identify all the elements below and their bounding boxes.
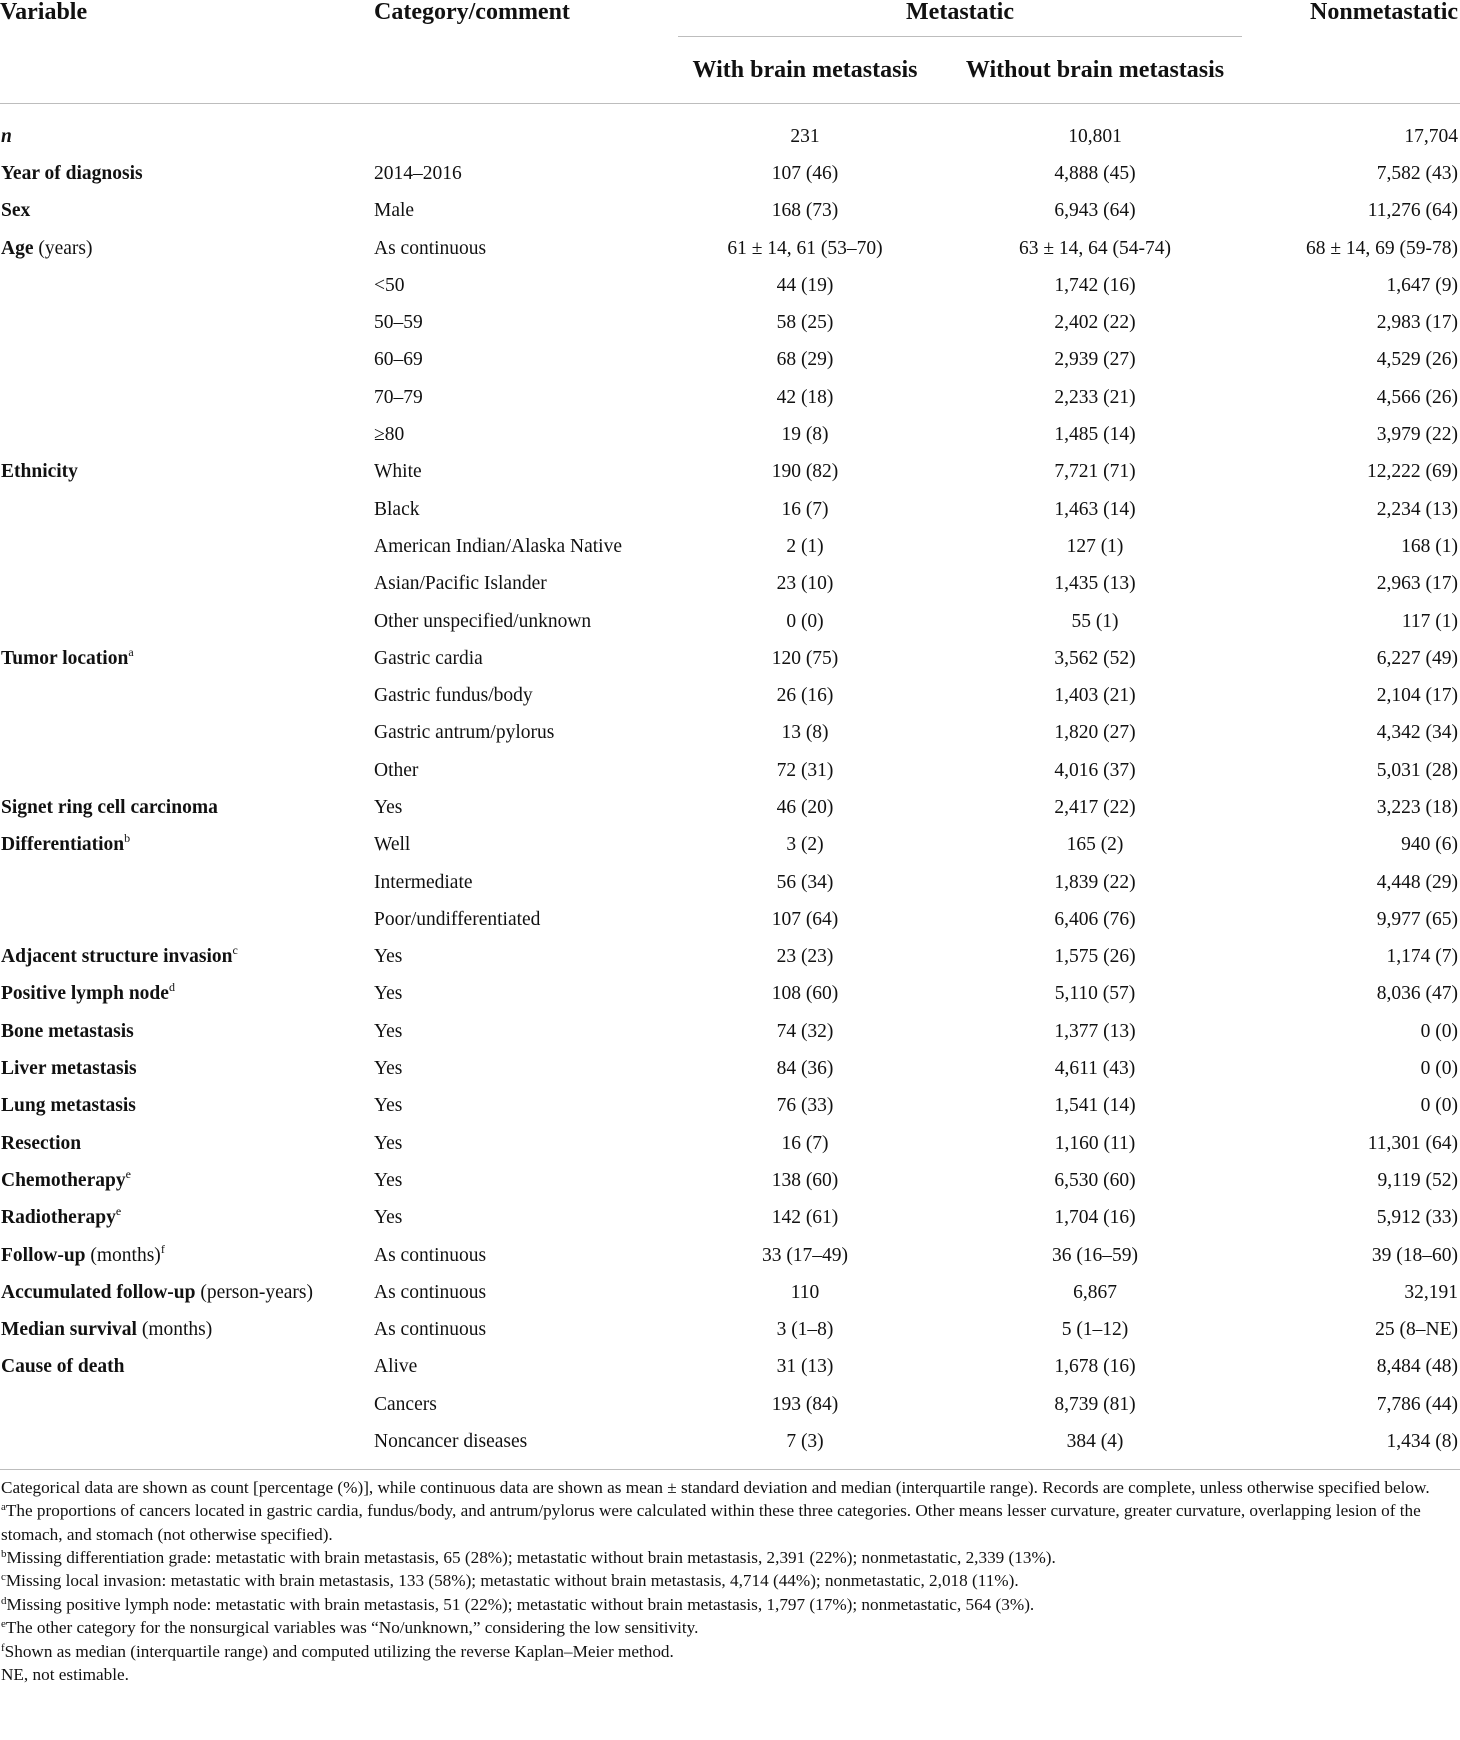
cell-with-brain: 76 (33)	[776, 1095, 834, 1117]
cell-nonmetastatic: 9,977 (65)	[1376, 908, 1459, 930]
cell-without-brain: 1,485 (14)	[1054, 424, 1136, 446]
variable-name: Accumulated follow-up	[1, 1281, 196, 1303]
variable-name: Age	[1, 237, 34, 259]
cell-with-brain: 58 (25)	[776, 312, 834, 334]
table-row	[0, 379, 1460, 416]
cell-nonmetastatic: 1,647 (9)	[1386, 274, 1459, 296]
cell-with-brain: 3 (1–8)	[776, 1319, 834, 1341]
table-row	[0, 1125, 1460, 1162]
table-row	[0, 901, 1460, 938]
cell-variable	[0, 1013, 370, 1050]
cell-with-brain: 168 (73)	[771, 200, 839, 222]
table-row	[0, 342, 1460, 379]
cell-variable	[0, 342, 370, 379]
cell-category: Yes	[374, 1058, 403, 1080]
subheader-empty-1	[0, 37, 370, 104]
cell-with-brain: 13 (8)	[781, 722, 829, 744]
cell-nonmetastatic: 1,434 (8)	[1386, 1431, 1459, 1453]
footnote-text: Shown as median (interquartile range) and computed utilizing the reverse Kaplan–Meier method.	[4, 1641, 674, 1661]
table-row	[0, 1013, 1460, 1050]
subheader-empty-3	[1250, 37, 1460, 104]
footnote-mark: e	[115, 1204, 122, 1219]
cell-variable	[0, 1200, 370, 1237]
variable-name: Differentiation	[1, 834, 125, 856]
variable-name: Lung metastasis	[1, 1095, 136, 1117]
variable-name: Tumor location	[1, 647, 129, 669]
cell-without-brain: 7,721 (71)	[1054, 461, 1136, 483]
cell-variable	[0, 864, 370, 901]
cell-with-brain: 74 (32)	[776, 1020, 834, 1042]
cell-variable	[0, 827, 370, 864]
cell-variable	[0, 640, 370, 677]
cell-nonmetastatic: 117 (1)	[1401, 610, 1459, 632]
cell-nonmetastatic: 940 (6)	[1401, 834, 1459, 856]
variable-unit: (years)	[33, 237, 93, 259]
cell-nonmetastatic: 3,979 (22)	[1376, 424, 1459, 446]
table-row	[0, 864, 1460, 901]
cell-with-brain: 31 (13)	[776, 1356, 834, 1378]
cell-category: Alive	[374, 1356, 418, 1378]
header-metastatic	[670, 0, 1250, 37]
cell-with-brain: 0 (0)	[786, 610, 824, 632]
cell-variable	[0, 1274, 370, 1311]
footnote-mark: d	[168, 980, 175, 995]
footnote-text: Missing local invasion: metastatic with brain metastasis, 133 (58%); metastatic without brain metastasis, 4,714 (44%); nonmetastatic, 2,018 (11%).	[5, 1571, 1019, 1591]
cell-with-brain: 46 (20)	[776, 796, 834, 818]
cell-nonmetastatic: 12,222 (69)	[1367, 461, 1459, 483]
cell-nonmetastatic: 4,529 (26)	[1376, 349, 1459, 371]
footnote-mark: a	[128, 644, 134, 659]
cell-without-brain: 8,739 (81)	[1054, 1393, 1136, 1415]
cell-category: Poor/undifferentiated	[374, 908, 541, 930]
cell-category: 50–59	[374, 312, 423, 334]
cell-without-brain: 6,530 (60)	[1054, 1169, 1136, 1191]
cell-without-brain: 1,575 (26)	[1054, 946, 1136, 968]
footnote-text: NE, not estimable.	[1, 1664, 129, 1684]
cell-without-brain: 127 (1)	[1066, 535, 1124, 557]
cell-variable	[0, 193, 370, 230]
cell-with-brain: 68 (29)	[776, 349, 834, 371]
footnote-text: The proportions of cancers located in gastric cardia, fundus/body, and antrum/pylorus were calculated within these three categories. Other means lesser curvature, greater curvature, overlapping lesion of the stomach, and stomach (not otherwise specified).	[1, 1501, 1421, 1544]
footnote-text: Categorical data are shown as count [percentage (%)], while continuous data are shown as mean ± standard deviation and median (interquartile range). Records are complete, unless otherwise specified below.	[1, 1477, 1430, 1497]
cell-category: 2014–2016	[374, 162, 462, 184]
cell-category: Intermediate	[374, 871, 473, 893]
metastatic-rule	[678, 0, 1242, 37]
cell-without-brain: 36 (16–59)	[1051, 1244, 1139, 1266]
cell-with-brain: 16 (7)	[781, 1132, 829, 1154]
cell-without-brain: 1,678 (16)	[1054, 1356, 1136, 1378]
cell-nonmetastatic: 7,582 (43)	[1376, 162, 1459, 184]
cell-variable	[0, 1237, 370, 1274]
table-row	[0, 528, 1460, 565]
cell-with-brain: 42 (18)	[776, 386, 834, 408]
cell-variable	[0, 1088, 370, 1125]
cell-without-brain: 1,704 (16)	[1054, 1207, 1136, 1229]
table-row	[0, 752, 1460, 789]
footnote	[1, 1569, 1458, 1592]
table-row	[0, 267, 1460, 304]
cell-variable	[0, 566, 370, 603]
variable-name: Adjacent structure invasion	[1, 946, 233, 968]
variable-name: Signet ring cell carcinoma	[1, 796, 218, 818]
footnote-mark: b	[1, 1547, 7, 1560]
cell-nonmetastatic: 0 (0)	[1420, 1058, 1459, 1080]
cell-category: As continuous	[374, 1319, 487, 1341]
variable-name: Bone metastasis	[1, 1020, 134, 1042]
footnote-mark: c	[1, 1571, 6, 1584]
variable-name: n	[1, 125, 12, 147]
cell-nonmetastatic: 4,448 (29)	[1376, 871, 1459, 893]
table-header	[0, 0, 1460, 104]
cell-without-brain: 1,839 (22)	[1054, 871, 1136, 893]
cell-nonmetastatic: 8,484 (48)	[1376, 1356, 1459, 1378]
cell-nonmetastatic: 5,031 (28)	[1376, 759, 1459, 781]
header-variable: Variable	[0, 0, 88, 25]
header-nonmetastatic: Nonmetastatic	[1310, 0, 1459, 25]
table-row	[0, 1274, 1460, 1311]
footnote	[1, 1663, 1458, 1686]
cell-category: Gastric antrum/pylorus	[374, 722, 555, 744]
cell-without-brain: 55 (1)	[1071, 610, 1119, 632]
variable-name: Cause of death	[1, 1356, 125, 1378]
cell-category: Asian/Pacific Islander	[374, 573, 547, 595]
cell-nonmetastatic: 11,276 (64)	[1367, 200, 1459, 222]
table-row	[0, 566, 1460, 603]
cell-variable	[0, 1125, 370, 1162]
cell-nonmetastatic: 9,119 (52)	[1377, 1169, 1459, 1191]
cell-variable	[0, 715, 370, 752]
table-row	[0, 193, 1460, 230]
cell-category: ≥80	[374, 424, 405, 446]
cell-category: Yes	[374, 983, 403, 1005]
cell-variable	[0, 789, 370, 826]
cell-variable	[0, 603, 370, 640]
variable-unit: (person-years)	[195, 1281, 313, 1303]
cell-nonmetastatic: 32,191	[1404, 1281, 1459, 1303]
variable-name: Liver metastasis	[1, 1058, 137, 1080]
cell-with-brain: 61 ± 14, 61 (53–70)	[727, 237, 883, 259]
cell-with-brain: 120 (75)	[771, 647, 839, 669]
cell-without-brain: 6,943 (64)	[1054, 200, 1136, 222]
footnote	[1, 1640, 1458, 1663]
cell-variable	[0, 976, 370, 1013]
footnote-mark: b	[124, 831, 131, 846]
cell-variable	[0, 491, 370, 528]
footnote-text: Missing positive lymph node: metastatic with brain metastasis, 51 (22%); metastatic without brain metastasis, 1,797 (17%); nonmetastatic, 564 (3%).	[6, 1594, 1035, 1614]
cell-category: As continuous	[374, 1281, 487, 1303]
footnote-mark: f	[1, 1641, 5, 1654]
cell-variable	[0, 1050, 370, 1087]
table-row	[0, 1088, 1460, 1125]
cell-nonmetastatic: 7,786 (44)	[1376, 1393, 1459, 1415]
footnote	[1, 1499, 1458, 1546]
cell-nonmetastatic: 2,104 (17)	[1376, 685, 1459, 707]
cell-without-brain: 5,110 (57)	[1054, 983, 1136, 1005]
cell-category: Well	[374, 834, 411, 856]
cell-nonmetastatic: 25 (8–NE)	[1375, 1319, 1459, 1341]
table-row	[0, 827, 1460, 864]
cell-without-brain: 6,867	[1073, 1281, 1117, 1303]
cell-variable	[0, 104, 370, 156]
cell-without-brain: 5 (1–12)	[1061, 1319, 1129, 1341]
variable-name: Follow-up	[1, 1244, 86, 1266]
cell-without-brain: 4,016 (37)	[1054, 759, 1136, 781]
cell-category: 60–69	[374, 349, 423, 371]
cell-variable	[0, 1162, 370, 1199]
footnote	[1, 1476, 1458, 1499]
header-metastatic-label: Metastatic	[906, 0, 1014, 25]
cell-category: Noncancer diseases	[374, 1431, 528, 1453]
cell-variable	[0, 752, 370, 789]
cell-with-brain: 26 (16)	[776, 685, 834, 707]
cell-variable	[0, 528, 370, 565]
cell-variable	[0, 304, 370, 341]
variable-unit: (months)	[136, 1319, 213, 1341]
cell-variable	[0, 454, 370, 491]
table-body	[0, 104, 1460, 1467]
cell-variable	[0, 677, 370, 714]
cell-nonmetastatic: 39 (18–60)	[1371, 1244, 1459, 1266]
cell-category: 70–79	[374, 386, 423, 408]
cell-with-brain: 72 (31)	[776, 759, 834, 781]
table-row	[0, 454, 1460, 491]
cell-category: Male	[374, 200, 415, 222]
footnote-mark: a	[1, 1501, 6, 1514]
cell-nonmetastatic: 3,223 (18)	[1376, 796, 1459, 818]
variable-name: Median survival	[1, 1319, 137, 1341]
cell-without-brain: 6,406 (76)	[1054, 908, 1136, 930]
table-row	[0, 1423, 1460, 1466]
cell-without-brain: 1,541 (14)	[1054, 1095, 1136, 1117]
cell-with-brain: 19 (8)	[781, 424, 829, 446]
footnote-mark: e	[1, 1618, 6, 1631]
cell-with-brain: 3 (2)	[786, 834, 824, 856]
table-row	[0, 603, 1460, 640]
footnote	[1, 1616, 1458, 1639]
table-footnotes	[0, 1470, 1460, 1687]
cell-nonmetastatic: 0 (0)	[1420, 1020, 1459, 1042]
cell-variable	[0, 1312, 370, 1349]
variable-name: Year of diagnosis	[1, 162, 143, 184]
cell-category: Other unspecified/unknown	[374, 610, 592, 632]
variable-name: Positive lymph node	[1, 983, 169, 1005]
cell-without-brain: 1,403 (21)	[1054, 685, 1136, 707]
cell-category: Yes	[374, 1020, 403, 1042]
cell-category: Other	[374, 759, 419, 781]
cell-variable	[0, 267, 370, 304]
header-category: Category/comment	[374, 0, 570, 25]
cell-with-brain: 138 (60)	[771, 1169, 839, 1191]
variable-name: Ethnicity	[1, 461, 78, 483]
cell-nonmetastatic: 17,704	[1404, 125, 1459, 147]
footnote-mark: c	[232, 943, 238, 958]
cell-without-brain: 384 (4)	[1066, 1431, 1124, 1453]
footnote	[1, 1546, 1458, 1569]
footnote-mark: f	[160, 1241, 165, 1256]
cell-variable	[0, 901, 370, 938]
cell-variable	[0, 1423, 370, 1466]
cell-with-brain: 23 (10)	[776, 573, 834, 595]
footnote-text: Missing differentiation grade: metastatic with brain metastasis, 65 (28%); metastatic without brain metastasis, 2,391 (22%); nonmetastatic, 2,339 (13%).	[6, 1547, 1056, 1567]
cell-with-brain: 110	[790, 1281, 820, 1303]
header-with-brain: With brain metastasis	[692, 56, 918, 83]
cell-with-brain: 142 (61)	[771, 1207, 839, 1229]
cell-nonmetastatic: 6,227 (49)	[1376, 647, 1459, 669]
cell-without-brain: 3,562 (52)	[1054, 647, 1136, 669]
footnote-mark: e	[125, 1166, 131, 1181]
cell-without-brain: 63 ± 14, 64 (54-74)	[1018, 237, 1172, 259]
variable-unit: (months)	[85, 1244, 161, 1266]
cell-with-brain: 44 (19)	[776, 274, 834, 296]
cell-category: Gastric cardia	[374, 647, 483, 669]
table-row	[0, 1312, 1460, 1349]
cell-without-brain: 1,160 (11)	[1054, 1132, 1136, 1154]
cell-category: Yes	[374, 796, 403, 818]
cell-with-brain: 56 (34)	[776, 871, 834, 893]
table-row	[0, 416, 1460, 453]
cell-without-brain: 1,820 (27)	[1054, 722, 1136, 744]
footnote-text: The other category for the nonsurgical variables was “No/unknown,” considering the low sensitivity.	[5, 1618, 699, 1638]
cell-with-brain: 2 (1)	[786, 535, 824, 557]
table-row	[0, 1349, 1460, 1386]
footnote-mark: d	[1, 1594, 7, 1607]
cell-variable	[0, 379, 370, 416]
cell-without-brain: 1,742 (16)	[1054, 274, 1136, 296]
cell-category: Yes	[374, 1132, 403, 1154]
table-row	[0, 491, 1460, 528]
cell-category: Yes	[374, 1207, 403, 1229]
cell-without-brain: 2,417 (22)	[1054, 796, 1136, 818]
table-row	[0, 155, 1460, 192]
cell-without-brain: 4,611 (43)	[1054, 1058, 1136, 1080]
cell-category: White	[374, 461, 422, 483]
table-row	[0, 1162, 1460, 1199]
cell-variable	[0, 230, 370, 267]
cell-with-brain: 231	[790, 125, 820, 147]
cell-category: Yes	[374, 1095, 403, 1117]
cell-with-brain: 7 (3)	[786, 1431, 824, 1453]
subheader-row	[0, 37, 1460, 104]
cell-nonmetastatic: 4,566 (26)	[1376, 386, 1459, 408]
table-row	[0, 104, 1460, 156]
table-row	[0, 1237, 1460, 1274]
cell-category: American Indian/Alaska Native	[374, 535, 622, 557]
cell-nonmetastatic: 11,301 (64)	[1367, 1132, 1459, 1154]
subheader-empty-2	[370, 37, 670, 104]
cell-category: <50	[374, 274, 405, 296]
cell-without-brain: 2,402 (22)	[1054, 312, 1136, 334]
cell-without-brain: 4,888 (45)	[1054, 162, 1136, 184]
cell-category: Yes	[374, 946, 403, 968]
cell-with-brain: 33 (17–49)	[761, 1244, 849, 1266]
table-row	[0, 230, 1460, 267]
table-row	[0, 1386, 1460, 1423]
table-row	[0, 715, 1460, 752]
cell-nonmetastatic: 2,234 (13)	[1376, 498, 1459, 520]
table-row	[0, 1050, 1460, 1087]
cell-without-brain: 2,233 (21)	[1054, 386, 1136, 408]
cell-category	[370, 104, 670, 156]
cell-variable	[0, 1386, 370, 1423]
cell-variable	[0, 416, 370, 453]
table-row	[0, 789, 1460, 826]
cell-with-brain: 23 (23)	[776, 946, 834, 968]
cell-without-brain: 1,463 (14)	[1054, 498, 1136, 520]
cell-nonmetastatic: 2,983 (17)	[1376, 312, 1459, 334]
cell-without-brain: 10,801	[1068, 125, 1122, 147]
cell-with-brain: 107 (64)	[771, 908, 839, 930]
cell-with-brain: 193 (84)	[771, 1393, 839, 1415]
cell-nonmetastatic: 2,963 (17)	[1376, 573, 1459, 595]
cell-without-brain: 2,939 (27)	[1054, 349, 1136, 371]
variable-name: Chemotherapy	[1, 1169, 126, 1191]
cell-nonmetastatic: 68 ± 14, 69 (59-78)	[1305, 237, 1459, 259]
table-row	[0, 1200, 1460, 1237]
cell-without-brain: 1,377 (13)	[1054, 1020, 1136, 1042]
table-row	[0, 640, 1460, 677]
table-row	[0, 677, 1460, 714]
cell-with-brain: 84 (36)	[776, 1058, 834, 1080]
cell-category: As continuous	[374, 1244, 487, 1266]
cell-nonmetastatic: 8,036 (47)	[1376, 983, 1459, 1005]
cell-variable	[0, 939, 370, 976]
cell-category: Yes	[374, 1169, 403, 1191]
cell-nonmetastatic: 5,912 (33)	[1376, 1207, 1459, 1229]
cell-nonmetastatic: 4,342 (34)	[1376, 722, 1459, 744]
cell-category: Cancers	[374, 1393, 437, 1415]
cell-variable	[0, 1349, 370, 1386]
cell-category: Gastric fundus/body	[374, 685, 533, 707]
cell-variable	[0, 155, 370, 192]
cell-with-brain: 108 (60)	[771, 983, 839, 1005]
cell-category: Black	[374, 498, 420, 520]
cell-nonmetastatic: 1,174 (7)	[1386, 946, 1459, 968]
variable-name: Resection	[1, 1132, 82, 1154]
variable-name: Sex	[1, 200, 31, 222]
cell-category: As continuous	[374, 237, 487, 259]
variable-name: Radiotherapy	[1, 1207, 116, 1229]
cell-nonmetastatic: 0 (0)	[1420, 1095, 1459, 1117]
cell-without-brain: 1,435 (13)	[1054, 573, 1136, 595]
table-row	[0, 304, 1460, 341]
cell-without-brain: 165 (2)	[1066, 834, 1124, 856]
cell-with-brain: 16 (7)	[781, 498, 829, 520]
header-without-brain: Without brain metastasis	[965, 56, 1225, 83]
footnote	[1, 1593, 1458, 1616]
table-row	[0, 939, 1460, 976]
cell-with-brain: 107 (46)	[771, 162, 839, 184]
table-row	[0, 976, 1460, 1013]
cell-nonmetastatic: 168 (1)	[1401, 535, 1459, 557]
cell-with-brain: 190 (82)	[771, 461, 839, 483]
